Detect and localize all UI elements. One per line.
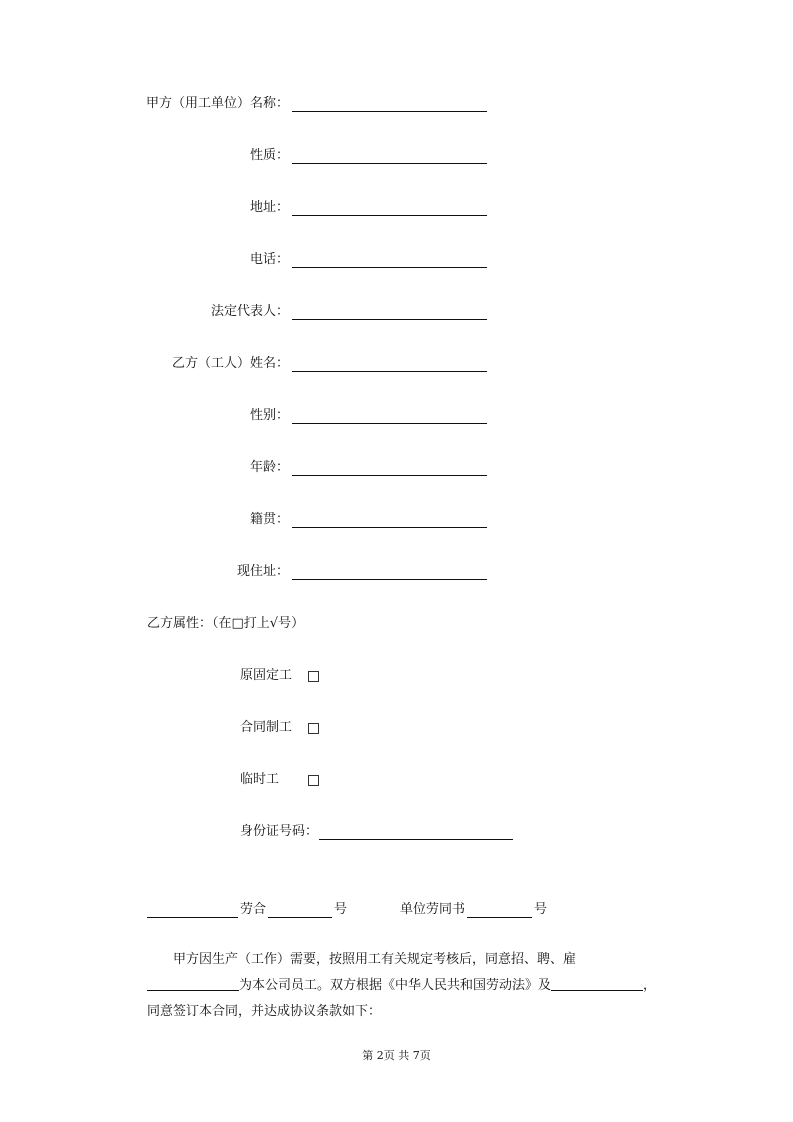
page-footer: 第 2页 共 7页 xyxy=(362,1049,431,1062)
party-b-current-address-label: 现住址： xyxy=(236,564,289,579)
party-a-phone-label: 电话： xyxy=(249,252,289,267)
paragraph-part-3: ，同意签订本合同，并达成协议条款如下： xyxy=(147,978,657,1019)
option-label-contract-worker: 合同制工 xyxy=(240,720,293,735)
party-a-nature-field[interactable] xyxy=(292,163,487,164)
party-a-legal-rep-label: 法定代表人： xyxy=(210,304,289,319)
unit-contract-label: 单位劳同书 xyxy=(400,902,466,917)
checkbox-fixed-worker[interactable] xyxy=(308,671,319,682)
party-b-gender-field[interactable] xyxy=(292,423,487,424)
checkbox-contract-worker[interactable] xyxy=(308,723,319,734)
option-label-fixed-worker: 原固定工 xyxy=(240,668,293,683)
id-number-label: 身份证号码： xyxy=(240,824,319,839)
checkbox-temporary-worker[interactable] xyxy=(308,775,319,786)
labor-contract-label: 劳合 xyxy=(240,902,267,917)
labor-contract-number-field[interactable] xyxy=(268,917,332,918)
party-b-native-place-label: 籍贯： xyxy=(249,512,289,527)
party-a-phone-field[interactable] xyxy=(292,267,487,268)
party-b-age-field[interactable] xyxy=(292,475,487,476)
employee-name-blank[interactable] xyxy=(147,976,239,991)
number-suffix: 号 xyxy=(334,902,348,917)
agreement-paragraph xyxy=(147,947,667,1025)
party-a-name-field[interactable] xyxy=(292,111,487,112)
party-a-legal-rep-field[interactable] xyxy=(292,319,487,320)
unit-contract-number-field[interactable] xyxy=(467,917,532,918)
party-b-current-address-field[interactable] xyxy=(292,579,487,580)
contract-prefix-field[interactable] xyxy=(147,917,238,918)
party-a-address-label: 地址： xyxy=(249,200,289,215)
paragraph-part-1: 甲方因生产（工作）需要，按照用工有关规定考核后，同意招、聘、雇 xyxy=(173,952,577,967)
party-a-name-label: 甲方（用工单位）名称： xyxy=(145,96,289,111)
number-suffix-2: 号 xyxy=(534,902,548,917)
party-b-native-place-field[interactable] xyxy=(292,527,487,528)
party-b-name-field[interactable] xyxy=(292,371,487,372)
party-b-gender-label: 性别： xyxy=(249,408,289,423)
paragraph-part-2: 为本公司员工。双方根据《中华人民共和国劳动法》及 xyxy=(239,978,552,993)
party-b-age-label: 年龄： xyxy=(249,460,289,475)
attribute-heading: 乙方属性：（在□打上√号） xyxy=(147,616,305,631)
party-a-address-field[interactable] xyxy=(292,215,487,216)
party-a-nature-label: 性质： xyxy=(249,148,289,163)
option-label-temporary-worker: 临时工 xyxy=(240,772,280,787)
regulation-blank[interactable] xyxy=(551,976,643,991)
id-number-field[interactable] xyxy=(319,839,513,840)
party-b-name-label: 乙方（工人）姓名： xyxy=(171,356,289,371)
